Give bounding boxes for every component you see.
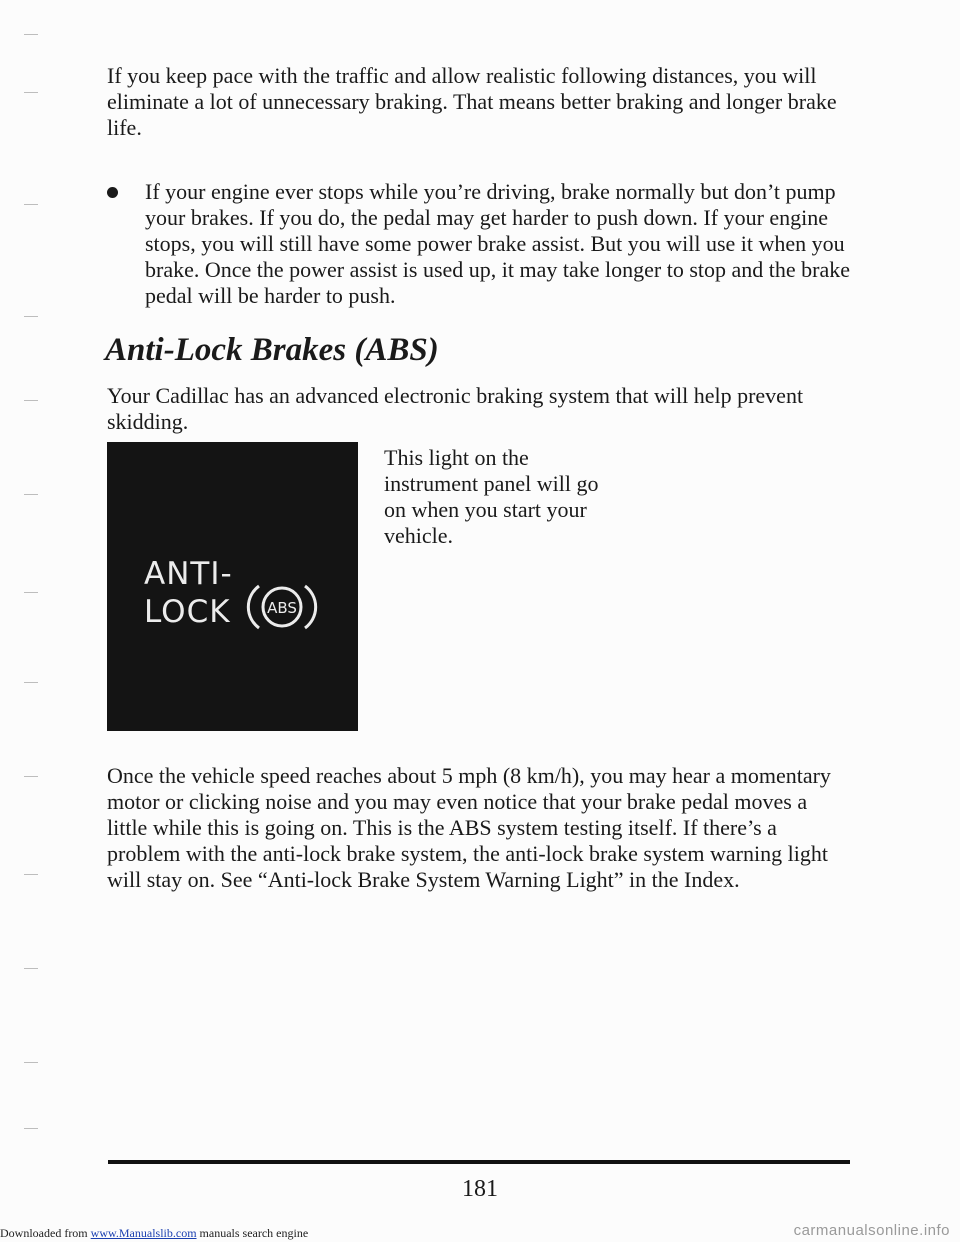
intro-paragraph: If you keep pace with the traffic and allow realistic following distances, you will eliminate a lot of unnecessary braking. That means better braking and longer brake life. [107, 63, 837, 140]
footer-rule [108, 1160, 850, 1164]
warning-light-line2: LOCK [144, 594, 231, 630]
light-caption: This light on the instrument panel will go on when you start your vehicle. [384, 445, 599, 548]
abs-symbol-text: ABS [267, 599, 297, 617]
abs-warning-light-image [107, 442, 358, 731]
abs-test-paragraph: Once the vehicle speed reaches about 5 mph (8 km/h), you may hear a momentary motor or clicking noise and you may even notice that your brake pedal moves a little while this is going on. This is the ABS system testing itself. If there’s a problem with the anti-lock brake system, the anti-lock brake system warning light will stay on. See “Anti-lock Brake System Warning Light” in the Index. [107, 763, 831, 892]
margin-mark [24, 874, 38, 875]
margin-mark [24, 494, 38, 495]
margin-mark [24, 204, 38, 205]
page-number: 181 [462, 1176, 498, 1202]
margin-mark [24, 776, 38, 777]
footer-prefix: Downloaded from [0, 1226, 91, 1240]
margin-mark [24, 316, 38, 317]
margin-mark [24, 34, 38, 35]
section-heading: Anti-Lock Brakes (ABS) [105, 332, 439, 368]
download-footer [0, 1226, 308, 1241]
margin-mark [24, 1128, 38, 1129]
watermark: carmanualsonline.info [793, 1222, 950, 1239]
margin-mark [24, 968, 38, 969]
footer-suffix: manuals search engine [196, 1226, 309, 1240]
margin-mark [24, 1062, 38, 1063]
abs-intro-paragraph: Your Cadillac has an advanced electronic braking system that will help prevent skidding. [107, 383, 804, 434]
manualslib-link[interactable]: www.Manualslib.com [90, 1226, 197, 1240]
margin-mark [24, 592, 38, 593]
abs-symbol-icon [245, 578, 319, 636]
margin-mark [24, 400, 38, 401]
margin-mark [24, 682, 38, 683]
bullet-text: If your engine ever stops while you’re driving, brake normally but don’t pump your brakes. If you do, the pedal may get harder to push down. If your engine stops, you will still have some power brake assist. But you will use it when you brake. Once the power assist is used up, it may take longer to stop and the brake pedal will be harder to push. [145, 179, 851, 308]
bullet-dot-icon [107, 187, 118, 198]
engine-stop-bullet [107, 179, 867, 309]
margin-mark [24, 92, 38, 93]
warning-light-line1: ANTI- [144, 556, 233, 592]
